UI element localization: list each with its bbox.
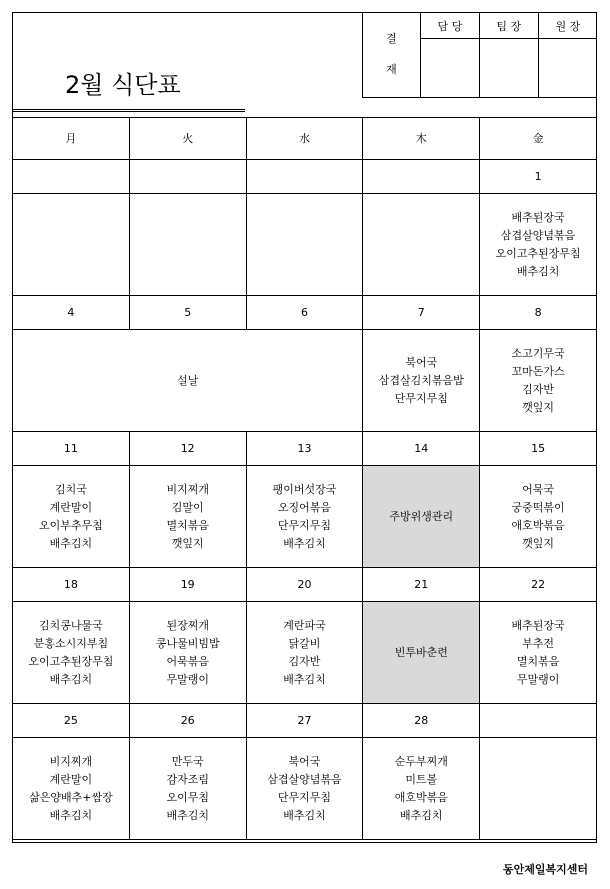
menu-item: 단무지무침 (394, 391, 448, 405)
menu-item: 삼겹살양념볶음 (500, 228, 576, 242)
menu-item: 멸치볶음 (516, 654, 560, 668)
menu-cell (363, 738, 480, 840)
menu-cell (246, 466, 363, 568)
menu-item: 궁중떡볶이 (511, 500, 565, 514)
menu-cell (129, 738, 246, 840)
menu-cell (129, 466, 246, 568)
title-underline (13, 109, 245, 112)
date-cell: 26 (129, 704, 246, 738)
menu-item: 애호박볶음 (394, 790, 448, 804)
menu-cell (129, 602, 246, 704)
menu-cell (480, 194, 597, 296)
menu-cell (480, 330, 597, 432)
menu-item: 애호박볶음 (511, 518, 565, 532)
menu-item: 배추김치 (49, 536, 93, 550)
menu-item: 배추된장국 (511, 210, 565, 224)
date-cell: 11 (13, 432, 130, 466)
approval-side-char: 결 (386, 32, 397, 46)
menu-item: 미트볼 (405, 772, 438, 786)
menu-cell (13, 466, 130, 568)
menu-item: 북어국 (405, 355, 438, 369)
approval-role-staff: 담 당 (421, 13, 480, 39)
menu-item: 배추김치 (49, 672, 93, 686)
menu-item: 무말랭이 (516, 672, 560, 686)
date-cell: 6 (246, 296, 363, 330)
menu-item: 꼬마돈가스 (511, 364, 565, 378)
menu-cell (246, 194, 363, 296)
approval-sign-staff[interactable] (421, 39, 480, 98)
weekday-wed: 水 (246, 118, 363, 160)
date-cell (363, 160, 480, 194)
holiday-cell: 설날 (13, 330, 363, 432)
menu-cell (480, 466, 597, 568)
menu-cell (13, 602, 130, 704)
menu-item: 김자반 (288, 654, 321, 668)
menu-item: 깻잎지 (171, 536, 204, 550)
menu-item: 배추김치 (516, 264, 560, 278)
menu-row (13, 738, 597, 840)
date-cell (480, 704, 597, 738)
center-name: 동안제일복지센터 (502, 863, 588, 876)
menu-cell (363, 602, 480, 704)
menu-item: 비지찌개 (166, 482, 209, 496)
menu-item: 김말이 (171, 500, 204, 514)
menu-item: 분홍소시지부침 (33, 636, 109, 650)
date-cell: 8 (480, 296, 597, 330)
date-cell (13, 160, 130, 194)
menu-item: 김치콩나물국 (39, 618, 103, 632)
menu-item: 오이고추된장무침 (28, 654, 114, 668)
date-row (13, 704, 597, 738)
menu-row (13, 330, 597, 432)
approval-role-team-lead: 팀 장 (479, 13, 538, 39)
date-cell: 27 (246, 704, 363, 738)
date-cell (129, 160, 246, 194)
menu-item: 삼겹살김치볶음밥 (378, 373, 464, 387)
menu-item: 단무지무침 (277, 518, 332, 532)
menu-cell (13, 738, 130, 840)
menu-item: 배추김치 (49, 808, 93, 822)
menu-item: 어묵국 (522, 482, 555, 496)
date-cell: 7 (363, 296, 480, 330)
weekday-fri: 金 (480, 118, 597, 160)
date-cell: 13 (246, 432, 363, 466)
menu-cell (246, 738, 363, 840)
menu-cell (480, 738, 597, 840)
approval-role-director: 원 장 (538, 13, 597, 39)
menu-item: 소고기무국 (511, 346, 565, 360)
menu-item: 깻잎지 (522, 536, 555, 550)
menu-item: 북어국 (288, 754, 321, 768)
menu-item: 배추김치 (166, 808, 209, 822)
date-cell: 4 (13, 296, 130, 330)
menu-item: 부추전 (522, 636, 555, 650)
menu-item: 삶은양배추+쌈장 (29, 790, 113, 804)
date-cell: 15 (480, 432, 597, 466)
menu-item: 김치국 (54, 482, 87, 496)
menu-item: 된장찌개 (166, 618, 209, 632)
date-row (13, 296, 597, 330)
date-cell: 19 (129, 568, 246, 602)
date-cell: 14 (363, 432, 480, 466)
weekday-tue: 火 (129, 118, 246, 160)
menu-item: 오이부추무침 (39, 518, 103, 532)
menu-row (13, 194, 597, 296)
date-cell (246, 160, 363, 194)
date-row (13, 160, 597, 194)
menu-sheet (12, 12, 597, 876)
menu-cell (129, 194, 246, 296)
menu-cell (480, 602, 597, 704)
approval-box (362, 13, 597, 98)
menu-item: 주방위생관리 (389, 509, 454, 523)
date-cell: 22 (480, 568, 597, 602)
date-cell: 18 (13, 568, 130, 602)
menu-item: 닭갈비 (288, 636, 321, 650)
menu-cell (363, 466, 480, 568)
date-row (13, 568, 597, 602)
menu-item: 배추김치 (283, 808, 326, 822)
menu-item: 계란말이 (49, 500, 93, 514)
date-cell: 20 (246, 568, 363, 602)
menu-item: 계란말이 (49, 772, 93, 786)
menu-item: 배추김치 (400, 808, 443, 822)
date-cell: 21 (363, 568, 480, 602)
menu-item: 배추김치 (283, 536, 326, 550)
approval-side-char: 재 (386, 63, 397, 76)
date-cell: 25 (13, 704, 130, 738)
menu-item: 무말랭이 (166, 672, 209, 686)
approval-sign-team-lead[interactable] (479, 39, 538, 98)
menu-cell (363, 194, 480, 296)
menu-item: 감자조림 (166, 772, 209, 786)
menu-item: 빈투바춘련 (394, 645, 448, 659)
approval-sign-director[interactable] (538, 39, 597, 98)
menu-item: 멸치볶음 (166, 518, 209, 532)
menu-item: 김자반 (522, 382, 555, 396)
menu-cell (246, 602, 363, 704)
menu-cell (363, 330, 480, 432)
menu-calendar (12, 117, 597, 840)
menu-row (13, 602, 597, 704)
menu-item: 계란파국 (283, 618, 326, 632)
menu-item: 삼겹살양념볶음 (267, 772, 342, 786)
menu-item: 순두부찌개 (394, 754, 448, 768)
menu-item: 오이고추된장무침 (495, 246, 581, 260)
weekday-thu: 木 (363, 118, 480, 160)
menu-item: 배추된장국 (511, 618, 565, 632)
approval-side-label (363, 13, 421, 98)
menu-item: 만두국 (171, 754, 204, 768)
menu-item: 팽이버섯장국 (272, 482, 337, 496)
menu-item: 콩나물비빔밥 (155, 636, 220, 650)
menu-item: 어묵볶음 (166, 654, 209, 668)
date-cell: 12 (129, 432, 246, 466)
menu-item: 비지찌개 (49, 754, 93, 768)
date-cell: 1 (480, 160, 597, 194)
menu-item: 배추김치 (283, 672, 326, 686)
menu-cell (13, 194, 130, 296)
menu-item: 오이무침 (166, 790, 209, 804)
menu-row (13, 466, 597, 568)
weekday-mon: 月 (13, 118, 130, 160)
page-title: 2월 식단표 (65, 71, 181, 99)
menu-item: 깻잎지 (522, 400, 555, 414)
menu-item: 단무지무침 (277, 790, 332, 804)
date-cell: 5 (129, 296, 246, 330)
menu-item: 오징어볶음 (277, 500, 332, 514)
date-row (13, 432, 597, 466)
date-cell: 28 (363, 704, 480, 738)
